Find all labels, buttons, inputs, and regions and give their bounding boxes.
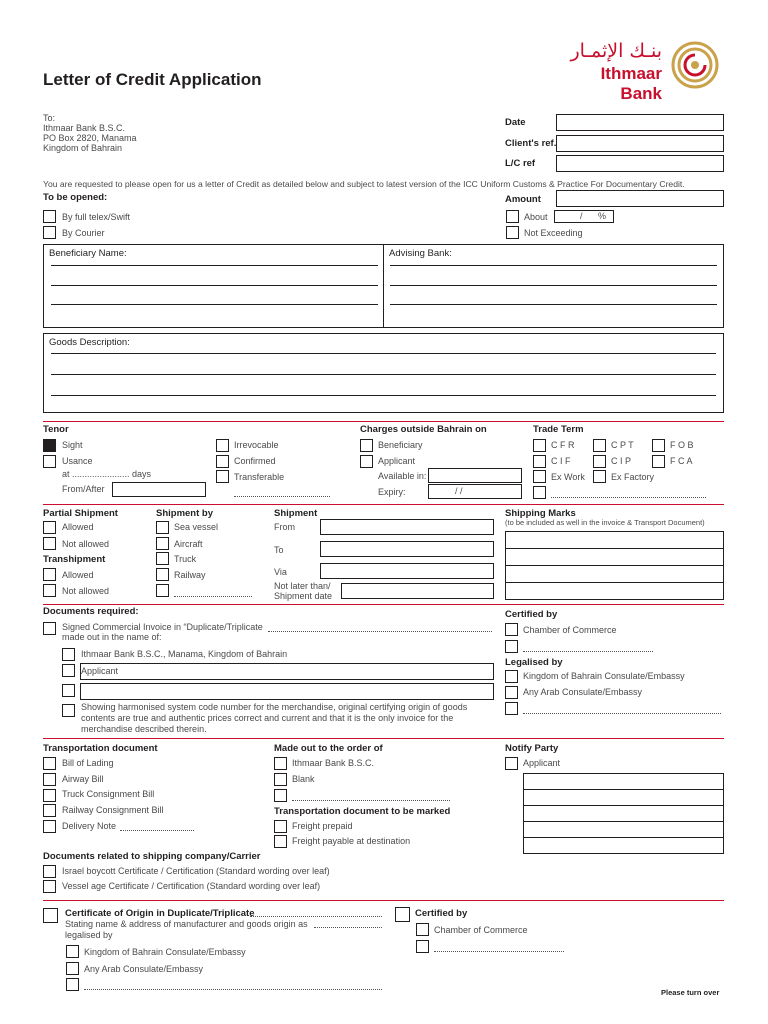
advising-line [390, 304, 717, 305]
notify-party-row[interactable] [523, 821, 724, 838]
invoice-other-field[interactable] [80, 683, 494, 700]
charges-label: Charges outside Bahrain on [360, 424, 487, 435]
ex-work-checkbox[interactable] [533, 470, 546, 483]
invoice-other-checkbox[interactable] [62, 684, 75, 697]
courier-label: By Courier [62, 228, 105, 238]
from-after-label: From/After [62, 484, 105, 494]
charges-applicant-label: Applicant [378, 456, 416, 466]
section-divider [43, 421, 724, 422]
from-field[interactable] [320, 519, 494, 535]
expiry-label: Expiry: [378, 487, 406, 497]
goods-box[interactable] [43, 333, 724, 413]
rail-label: Railway [174, 570, 206, 580]
origin-bahrain-checkbox[interactable] [66, 945, 79, 958]
vessel-age-label: Vessel age Certificate / Certification (Standard wording over leaf) [62, 881, 321, 891]
bill-lading-label: Bill of Lading [62, 758, 114, 768]
israel-boycott-checkbox[interactable] [43, 865, 56, 878]
order-label: Made out to the order of [274, 743, 383, 754]
legalised-bahrain-label: Kingdom of Bahrain Consulate/Embassy [523, 671, 685, 681]
legalised-bahrain-checkbox[interactable] [505, 670, 518, 683]
truck-bill-label: Truck Consignment Bill [62, 789, 155, 799]
section-divider [43, 900, 724, 901]
origin-certified-other-checkbox[interactable] [416, 940, 429, 953]
carrier-label: Documents related to shipping company/Carrier [43, 851, 261, 862]
legalised-arab-label: Any Arab Consulate/Embassy [523, 687, 643, 697]
cip-label: C I P [611, 456, 632, 466]
usance-days: at ....................... days [62, 469, 152, 479]
origin-legalised: legalised by [65, 930, 113, 940]
delivery-note-checkbox[interactable] [43, 820, 56, 833]
partial-label: Partial Shipment [43, 508, 118, 519]
ex-factory-label: Ex Factory [611, 472, 655, 482]
invoice-copies-line[interactable] [268, 631, 492, 632]
trade-term-other-checkbox[interactable] [533, 486, 546, 499]
hs-code-text-2: contents are true and authentic prices correct and current and that it is the only invoice for the [81, 713, 454, 723]
fob-checkbox[interactable] [652, 439, 665, 452]
available-in-field[interactable] [428, 468, 522, 483]
origin-copies-line[interactable] [250, 916, 382, 917]
origin-other-line[interactable] [84, 989, 382, 990]
shipping-marks-row[interactable] [505, 548, 724, 566]
client-ref-field[interactable] [556, 135, 724, 152]
hs-code-text-3: merchandise described therein. [81, 724, 207, 734]
trade-term-other-line[interactable] [551, 497, 706, 498]
not-exceeding-label: Not Exceeding [524, 228, 583, 238]
notify-label: Notify Party [505, 743, 559, 754]
section-divider [43, 738, 724, 739]
charges-applicant-checkbox[interactable] [360, 455, 373, 468]
lc-ref-field[interactable] [556, 155, 724, 172]
partial-allowed-label: Allowed [62, 522, 94, 532]
beneficiary-label: Beneficiary Name: [49, 248, 127, 259]
from-after-field[interactable] [112, 482, 206, 497]
order-other-line[interactable] [292, 800, 450, 801]
order-blank-label: Blank [292, 774, 315, 784]
sight-label: Sight [62, 440, 83, 450]
notify-party-row[interactable] [523, 837, 724, 854]
invoice-ithmaar-checkbox[interactable] [62, 648, 75, 661]
order-blank-checkbox[interactable] [274, 773, 287, 786]
about-percent-sign: % [598, 211, 607, 221]
notify-applicant-checkbox[interactable] [505, 757, 518, 770]
address-line2: PO Box 2820, Manama [43, 133, 137, 143]
telex-label: By full telex/Swift [62, 212, 131, 222]
tranship-allowed-checkbox[interactable] [43, 568, 56, 581]
about-label: About [524, 212, 548, 222]
origin-bahrain-label: Kingdom of Bahrain Consulate/Embassy [84, 947, 246, 957]
cpt-checkbox[interactable] [593, 439, 606, 452]
partial-not-allowed-checkbox[interactable] [43, 537, 56, 550]
documents-label: Documents required: [43, 606, 139, 617]
cif-label: C I F [551, 456, 571, 466]
confirmed-label: Confirmed [234, 456, 276, 466]
rail-checkbox[interactable] [156, 568, 169, 581]
sea-label: Sea vessel [174, 522, 219, 532]
truck-label: Truck [174, 554, 197, 564]
advising-line [390, 285, 717, 286]
irrevocable-label: Irrevocable [234, 440, 279, 450]
not-later-label-1: Not later than/ [274, 581, 331, 591]
about-checkbox[interactable] [506, 210, 519, 223]
transport-label: Transportation document [43, 743, 158, 754]
shipping-marks-row[interactable] [505, 565, 724, 583]
goods-label: Goods Description: [49, 337, 130, 348]
courier-checkbox[interactable] [43, 226, 56, 239]
irrevocable-checkbox[interactable] [216, 439, 229, 452]
shipment-by-label: Shipment by [156, 508, 214, 519]
charges-beneficiary-label: Beneficiary [378, 440, 423, 450]
certified-label: Certified by [505, 609, 558, 620]
amount-label: Amount [505, 194, 541, 205]
goods-line [51, 374, 716, 375]
certified-other-checkbox[interactable] [505, 640, 518, 653]
shipment-by-other-checkbox[interactable] [156, 584, 169, 597]
air-checkbox[interactable] [156, 537, 169, 550]
tenor-label: Tenor [43, 424, 69, 435]
ithmaar-logo-icon [670, 40, 720, 90]
origin-arab-label: Any Arab Consulate/Embassy [84, 964, 204, 974]
address-to: To: [43, 113, 56, 123]
freight-prepaid-checkbox[interactable] [274, 820, 287, 833]
notify-party-row[interactable] [523, 773, 724, 790]
transferable-label: Transferable [234, 472, 285, 482]
beneficiary-line [51, 285, 378, 286]
freight-prepaid-label: Freight prepaid [292, 821, 353, 831]
notify-applicant-label: Applicant [523, 758, 561, 768]
ex-factory-checkbox[interactable] [593, 470, 606, 483]
legalised-other-line[interactable] [523, 713, 721, 714]
invoice-applicant-checkbox[interactable] [62, 664, 75, 677]
order-other-checkbox[interactable] [274, 789, 287, 802]
fob-label: F O B [670, 440, 694, 450]
delivery-note-line[interactable] [120, 830, 194, 831]
shipment-label: Shipment [274, 508, 318, 519]
client-ref-label: Client's ref. [505, 138, 557, 149]
sea-checkbox[interactable] [156, 521, 169, 534]
beneficiary-line [51, 304, 378, 305]
freight-payable-label: Freight payable at destination [292, 836, 411, 846]
shipment-date-field[interactable] [341, 583, 494, 599]
partial-not-allowed-label: Not allowed [62, 539, 110, 549]
charges-beneficiary-checkbox[interactable] [360, 439, 373, 452]
cip-checkbox[interactable] [593, 455, 606, 468]
tranship-allowed-label: Allowed [62, 570, 94, 580]
invoice-checkbox[interactable] [43, 622, 56, 635]
expiry-field[interactable] [428, 484, 522, 499]
air-label: Aircraft [174, 539, 203, 549]
origin-other-checkbox[interactable] [66, 978, 79, 991]
amount-field[interactable] [556, 190, 724, 207]
order-ithmaar-label: Ithmaar Bank B.S.C. [292, 758, 375, 768]
shipment-by-other-line[interactable] [174, 596, 252, 597]
railway-bill-checkbox[interactable] [43, 804, 56, 817]
address-line1: Ithmaar Bank B.S.C. [43, 123, 126, 133]
fca-checkbox[interactable] [652, 455, 665, 468]
legalised-label: Legalised by [505, 657, 563, 668]
delivery-note-label: Delivery Note [62, 821, 117, 831]
cpt-label: C P T [611, 440, 634, 450]
tranship-not-allowed-checkbox[interactable] [43, 584, 56, 597]
trade-term-label: Trade Term [533, 424, 584, 435]
section-divider [43, 504, 724, 505]
goods-line [51, 353, 716, 354]
via-label: Via [274, 567, 287, 577]
usance-label: Usance [62, 456, 93, 466]
sight-checkbox[interactable] [43, 439, 56, 452]
bill-lading-checkbox[interactable] [43, 757, 56, 770]
marked-label: Transportation document to be marked [274, 806, 451, 817]
origin-label: Certificate of Origin in Duplicate/Triplicate [65, 908, 255, 919]
origin-certified-checkbox[interactable] [395, 907, 410, 922]
advising-label: Advising Bank: [389, 248, 452, 259]
shipping-marks-row[interactable] [505, 582, 724, 600]
invoice-ithmaar-label: Ithmaar Bank B.S.C., Manama, Kingdom of Bahrain [81, 649, 288, 659]
brand-name: Ithmaar Bank [600, 64, 662, 103]
legalised-other-checkbox[interactable] [505, 702, 518, 715]
airway-checkbox[interactable] [43, 773, 56, 786]
telex-checkbox[interactable] [43, 210, 56, 223]
turn-over-note: Please turn over [661, 988, 720, 997]
goods-line [51, 395, 716, 396]
not-later-label-2: Shipment date [274, 591, 333, 601]
origin-arab-checkbox[interactable] [66, 962, 79, 975]
from-label: From [274, 522, 295, 532]
to-field[interactable] [320, 541, 494, 557]
hs-code-text-1: Showing harmonised system code number for the merchandise, original certifying origin of goods [81, 702, 468, 712]
opening-label: To be opened: [43, 192, 108, 203]
notify-party-row[interactable] [523, 789, 724, 806]
to-label: To [274, 545, 284, 555]
lc-ref-label: L/C ref [505, 158, 536, 169]
notify-party-row[interactable] [523, 805, 724, 822]
beneficiary-divider [383, 244, 384, 328]
address-line3: Kingdom of Bahrain [43, 143, 123, 153]
origin-chamber-checkbox[interactable] [416, 923, 429, 936]
credit-type-other-line[interactable] [234, 496, 330, 497]
invoice-label-2: made out in the name of: [62, 632, 162, 642]
ex-work-label: Ex Work [551, 472, 585, 482]
origin-stating-line[interactable] [314, 927, 382, 928]
invoice-applicant-label: Applicant [81, 666, 119, 676]
expiry-separators: / / [455, 486, 463, 496]
beneficiary-line [51, 265, 378, 266]
shipping-marks-row[interactable] [505, 531, 724, 549]
date-label: Date [505, 117, 526, 128]
brand-arabic: بنـك الإثمـار [570, 40, 662, 62]
confirmed-checkbox[interactable] [216, 455, 229, 468]
certified-chamber-label: Chamber of Commerce [523, 625, 617, 635]
truck-checkbox[interactable] [156, 552, 169, 565]
transhipment-label: Transhipment [43, 554, 106, 565]
transferable-checkbox[interactable] [216, 470, 229, 483]
partial-allowed-checkbox[interactable] [43, 521, 56, 534]
truck-bill-checkbox[interactable] [43, 789, 56, 802]
railway-bill-label: Railway Consignment Bill [62, 805, 164, 815]
page-title: Letter of Credit Application [43, 70, 262, 89]
via-field[interactable] [320, 563, 494, 579]
legalised-arab-checkbox[interactable] [505, 686, 518, 699]
tranship-not-allowed-label: Not allowed [62, 586, 110, 596]
origin-checkbox[interactable] [43, 908, 58, 923]
date-field[interactable] [556, 114, 724, 131]
fca-label: F C A [670, 456, 693, 466]
request-text: You are requested to please open for us a letter of Credit as detailed below and subject to latest version of the ICC Uniform Customs & Practice For Documentary Credit. [43, 179, 685, 189]
origin-chamber-label: Chamber of Commerce [434, 925, 528, 935]
origin-certified-label: Certified by [415, 908, 468, 919]
invoice-applicant-field[interactable] [80, 663, 494, 680]
hs-code-checkbox[interactable] [62, 704, 75, 717]
cfr-label: C F R [551, 440, 575, 450]
available-in-label: Available in: [378, 471, 427, 481]
section-divider [43, 604, 724, 605]
vessel-age-checkbox[interactable] [43, 880, 56, 893]
freight-payable-checkbox[interactable] [274, 835, 287, 848]
about-slash: / [580, 211, 583, 221]
israel-boycott-label: Israel boycott Certificate / Certification (Standard wording over leaf) [62, 866, 330, 876]
not-exceeding-checkbox[interactable] [506, 226, 519, 239]
origin-stating: Stating name & address of manufacturer and goods origin as [65, 919, 308, 929]
certified-chamber-checkbox[interactable] [505, 623, 518, 636]
airway-label: Airway Bill [62, 774, 104, 784]
cfr-checkbox[interactable] [533, 439, 546, 452]
certified-other-line[interactable] [523, 651, 653, 652]
invoice-label-1: Signed Commercial Invoice in “Duplicate/Triplicate [62, 622, 263, 632]
shipping-marks-label: Shipping Marks [505, 508, 576, 519]
usance-checkbox[interactable] [43, 455, 56, 468]
shipping-marks-note: (to be included as well in the invoice & Transport Document) [505, 518, 705, 527]
order-ithmaar-checkbox[interactable] [274, 757, 287, 770]
advising-line [390, 265, 717, 266]
origin-certified-other-line[interactable] [434, 951, 564, 952]
cif-checkbox[interactable] [533, 455, 546, 468]
